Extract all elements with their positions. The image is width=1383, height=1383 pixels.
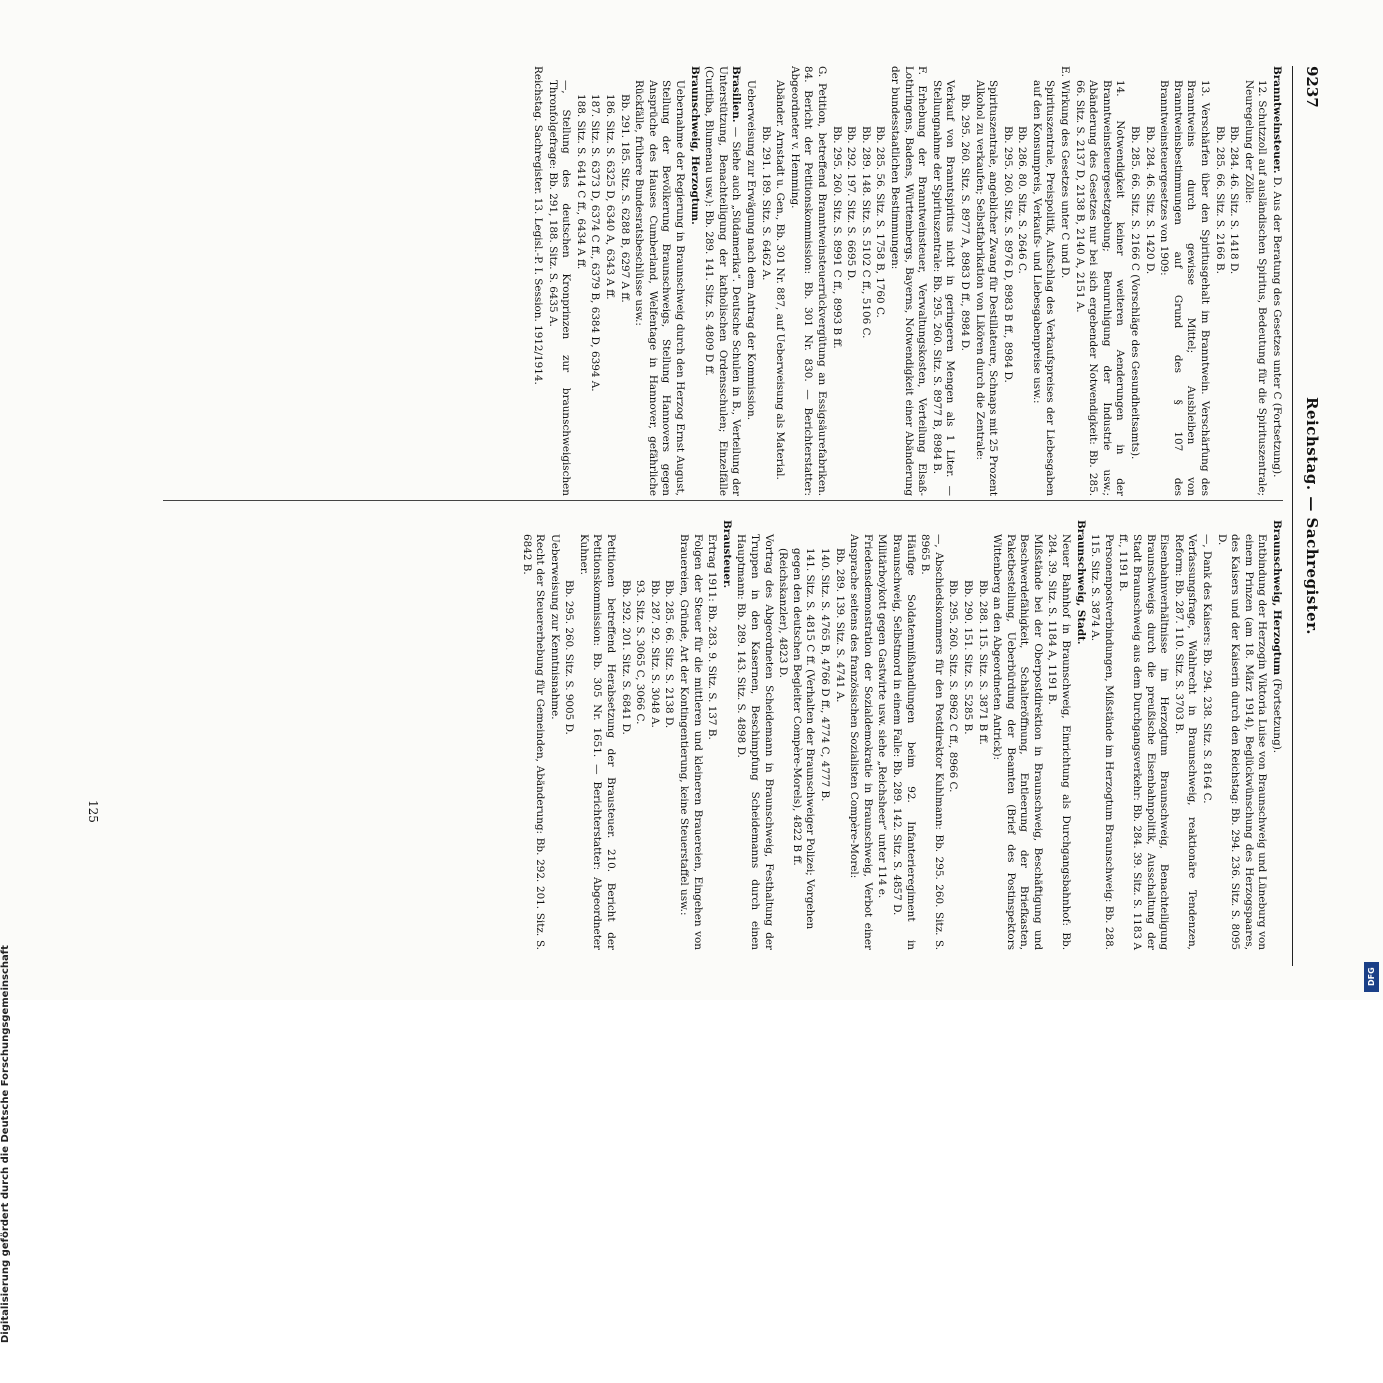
entry-text: 12. Schutzzoll auf ausländischen Spiritus, Bedeutung für die Spirituszentrale; Neuregelung der Zölle: [1242, 80, 1269, 496]
entry-text: —, Stellung des deutschen Kronprinzen zur braunschweigischen Thronfolgefrage: Bb. 291, 188. Sitz. S. 6435 A. [546, 80, 573, 496]
entry-text: —, Dank des Kaisers: Bb. 294. 238. Sitz. S. 8164 C. [1201, 534, 1214, 804]
entry-text: Häufige Soldatenmißhandlungen beim 92. Infanterieregiment in Braunschweig, Selbstmord in einem Falle: Bb. 289. 142. Sitz. S. 4857 D. [890, 534, 917, 950]
index-entry [957, 66, 971, 496]
index-entry [1212, 66, 1226, 496]
entry-text: Bb. 285. 56. Sitz. S. 1758 B, 1760 C. [874, 126, 887, 318]
entry-text: Bb. 285. 66. Sitz. S. 2166 C (Vorschläge des Gesundheitsamts). [1129, 126, 1142, 460]
entry-text: Bb. 285. 66. Sitz. S. 2166 B. [1213, 126, 1226, 274]
index-entry [1127, 66, 1141, 496]
entry-text: Friedensdemonstration der Sozialdemokratie in Braunschweig, Verbot einer Ansprache seitens des französischen Sozialisten Compère-Morel: [848, 534, 874, 950]
index-entry [662, 520, 676, 950]
index-entry [1214, 520, 1268, 950]
index-entry [519, 520, 546, 950]
index-entry [1116, 520, 1170, 950]
entry-text: Personenpostverbindungen, Mißstände im Herzogtum Braunschweig: Bb. 288. 115. Sitz. S. 3874 A. [1089, 534, 1115, 950]
index-entry [858, 66, 872, 496]
index-entry [1199, 520, 1213, 950]
entry-text: 141. Sitz. S. 4815 C ff. (Verhalten der Braunschweiger Polizei; Vorgehen gegen den deutschen Begleiter Compère-Morels), 4822 B ff. (Reichskanzler), 4823 D. [777, 548, 817, 930]
index-entry [990, 520, 1044, 950]
index-entry [817, 520, 831, 950]
entry-text: Eisenbahnverhältnisse im Herzogtum Braunschweig, Benachteiligung Braunschweigs durch die preußische Eisenbahnpolitik, Ausschaltung der Stadt Braunschweig aus dem Durchgangsverkehr: Bb. 284. 39. Sitz. S. 1183 A ff., 1191 B. [1117, 534, 1171, 950]
index-entry [1142, 66, 1156, 496]
index-entry [960, 520, 974, 950]
entry-text: Bb. 295. 260. Sitz. S. 8977 A, 8983 D ff., 8984 D. [958, 94, 971, 351]
entry-text: Spirituszentrale, angeblicher Zwang für Destillateure, Schnaps mit 25 Prozent Alkohol zu verkaufen; Selbstfabrikation von Likören durch die Zentrale: [973, 80, 1000, 496]
entry-text: F. Erhebung der Branntweinsteuer, Verwaltungskosten, Verteilung Elsaß-Lothringens, Badens, Württembergs, Bayerns, Notwendigkeit einer Abänderung der bundesstaatlichen Bestimmungen: [888, 66, 929, 496]
index-entry [705, 520, 719, 950]
entry-text: Abänder. Arnstadt u. Gen., Bb. 301 Nr. 887, auf Ueberweisung als Material. [774, 80, 787, 480]
entry-text: Bb. 284. 46. Sitz. S. 1418 D. [1228, 126, 1241, 275]
index-entry [576, 520, 617, 950]
index-entry [946, 520, 960, 950]
index-entry [1157, 66, 1211, 496]
entry-text: Bb. 286. 80. Sitz. S. 2646 C. [1016, 126, 1029, 274]
index-entry [1171, 520, 1198, 950]
index-entry [676, 520, 703, 950]
index-entry [1241, 66, 1268, 496]
index-entry [1058, 66, 1072, 496]
entry-keyword: Brasilien. [730, 66, 743, 123]
index-entry [562, 520, 576, 950]
right-text-column [133, 520, 1283, 950]
entry-text: 13. Verschärfen über den Spiritusgehalt im Branntwein. Verschärfung des Branntweins durch gewisse Mittel; Ausbleiben von Branntweinsbestimmungen auf Grund des § 107 des Branntweinsteuergesetzes von 1909: [1158, 80, 1212, 496]
entry-text: Ueberweisung zur Kenntnisnahme. [548, 534, 561, 720]
index-entry [975, 520, 989, 950]
entry-text: —, Abschiedskommers für den Postdirektor Kuhlmann: Bb. 295. 260. Sitz. S. 8965 B. [919, 534, 945, 950]
index-entry [633, 520, 647, 950]
entry-text: Bb. 290. 151. Sitz. S. 5285 B. [961, 580, 974, 735]
entry-text: 14. Notwendigkeit keiner weiteren Aenderungen in der Branntweinsteuergesetzgebung; Beunruhigung der Industrie usw.; Abänderung des Gesetzes nur bei sich ergebender Notwendigkeit: Bb. 285. 66. Sitz. S. 2137 D, 2138 B, 2140 A, 2151 A. [1073, 80, 1127, 496]
index-entry [588, 66, 602, 496]
entry-text: Bb. 292. 197. Sitz. S. 6695 D. [845, 126, 858, 281]
index-entry [618, 520, 632, 950]
entry-keyword: Braunschweig, Herzogtum [1271, 520, 1283, 676]
index-entry [972, 66, 999, 496]
entry-text: Bb. 289. 148. Sitz. S. 5102 C ff., 5106 C. [859, 126, 872, 339]
entry-text: Recht der Steuererhebung für Gemeinden, Abänderung: Bb. 292. 201. Sitz. S. 6842 B. [520, 534, 547, 950]
entry-text: Reichstag. Sachregister. 13. Legisl.-P. I. Session. 1912/1914. [532, 66, 545, 385]
index-entry [545, 66, 572, 496]
index-entry [1015, 66, 1029, 496]
entry-text: Mißstände bei der Oberpostdirektion in Braunschweig, Beschäftigung und Beschwerdefähigkeit, Schalteröffnung, Entleerung der Briefkasten, Paketbestellung, Ueberbürdung der Beamten (Brief des Postinspektors Wittenberg an den Abgeordneten Antrick): [991, 534, 1044, 950]
entry-text: — Siehe auch „Südamerika“. Deutsche Schulen in B., Verteilung der Unterstützung, Benachteiligung der katholischen Ordensschulen; Einzelfälle (Curitiba, Blumenau usw.): Bb. 289. 141. Sitz. S. 4809 D ff. [703, 66, 743, 496]
entry-text: Bb. 284. 46. Sitz. S. 1420 D. [1143, 126, 1156, 275]
entry-text: Petitionen betreffend Herabsetzung der Brausteuer. 210. Bericht der Petitionskommission: Bb. 305 Nr. 1651. — Berichterstatter: Abgeordneter Kuhner. [577, 534, 618, 950]
entry-text: Bb. 295. 260. Sitz. S. 9005 D. [563, 580, 576, 735]
index-entry [889, 520, 916, 950]
entry-text: Bb. 295. 260. Sitz. S. 8962 C ff., 8966 C. [947, 580, 960, 793]
entry-text: 140. Sitz. S. 4765 B, 4766 D ff., 4774 C, 4777 B. [819, 548, 831, 802]
entry-text: Verfassungsfrage, Wahlrecht in Braunschweig, reaktionäre Tendenzen, Reform: Bb. 287. 110. Sitz. S. 3703 B. [1172, 534, 1199, 950]
index-entry [547, 520, 561, 950]
index-entry [719, 520, 733, 950]
index-entry [875, 520, 889, 950]
entry-text: Bb. 287. 92. Sitz. S. 3048 A. [648, 580, 661, 728]
entry-text: Bb. 295. 260. Sitz. S. 8991 C ff., 8993 B ff. [830, 126, 843, 349]
entry-text: Bb. 289. 139. Sitz. S. 4741 A. [833, 548, 846, 703]
footer-page-number: 125 [86, 800, 100, 823]
entry-text: Bb. 285. 66. Sitz. S. 2138 D. [663, 580, 676, 729]
entry-keyword: Braunschweig, Herzogtum. [688, 66, 701, 225]
entry-text: E. Wirkung des Gesetzes unter C und D. [1059, 66, 1072, 279]
index-entry [873, 66, 887, 496]
entry-text: 188. Sitz. S. 6414 C ff., 6434 A ff. [574, 94, 587, 270]
index-entry [847, 520, 874, 950]
index-entry [702, 66, 743, 496]
entry-text: Bb. 288. 115. Sitz. S. 3871 B ff. [976, 580, 989, 745]
entry-text: Entbindung der Herzogin Viktoria Luise von Braunschweig und Lüneburg von einem Prinzen (am 18. März 1914), Beglückwünschung des Herzogspaares, des Kaisers und der Kaiserin durch den Reichstag: Bb. 294. 236. Sitz. S. 8095 D. [1215, 534, 1269, 950]
index-entry [647, 520, 661, 950]
digitization-note: Digitalisierung gefördert durch die Deutsche Forschungsgemeinschaft [0, 945, 11, 1343]
entry-text: (Fortsetzung). [1271, 675, 1283, 754]
entry-text: G. Petition, betreffend Branntweinsteuerrückvergütung an Essigsäurefabriken. 84. Bericht der Petitionskommission: Bb. 301 Nr. 830. — Berichterstatter: Abgeordneter v. Hemming. [788, 66, 828, 496]
entry-text: Folgen der Steuer für die mittleren und kleineren Brauereien, Eingehen von Brauereien, Gründe, Art der Kontingentierung, keine Steuerstaffel usw.: [678, 534, 704, 950]
index-entry [531, 66, 545, 496]
index-entry [734, 520, 775, 950]
column-divider [163, 500, 1283, 501]
header-title: Reichstag. — Sachregister. [1303, 397, 1321, 635]
entry-text: Verkauf von Branntspiritus nicht in geringeren Mengen als 1 Liter. — Stellungnahme der Spirituszentrale: Bb. 295. 260. Sitz. S. 8977 B, 8984 B. [930, 80, 957, 496]
index-entry [617, 66, 631, 496]
index-entry [1269, 520, 1283, 950]
index-entry [776, 520, 817, 950]
entry-text: Neuer Bahnhof in Braunschweig, Einrichtung als Durchgangsbahnhof: Bb. 284. 39. Sitz. S. 1184 A, 1191 B. [1046, 534, 1073, 950]
entry-text: Ueberweisung zur Erwägung nach dem Antrag der Kommission. [745, 80, 758, 420]
index-entry [1000, 66, 1014, 496]
index-entry [743, 66, 757, 496]
index-entry [887, 66, 928, 496]
entry-text: D. Aus der Beratung des Gesetzes unter C (Fortsetzung). [1271, 173, 1283, 478]
entry-text: 93. Sitz. S. 3065 C, 3066 C. [634, 580, 647, 725]
entry-text: 187. Sitz. S. 6373 D, 6374 C ff., 6379 B, 6384 D, 6394 A. [589, 94, 602, 392]
index-entry [1088, 520, 1115, 950]
entry-text: Bb. 291. 189. Sitz. S. 6462 A. [759, 126, 772, 281]
dfg-logo-icon: DFG [1364, 962, 1379, 992]
index-entry [829, 66, 843, 496]
left-text-column [133, 66, 1283, 496]
index-entry [787, 66, 828, 496]
index-entry [844, 66, 858, 496]
entry-keyword: Braunschweig, Stadt. [1074, 520, 1087, 645]
index-entry [1029, 66, 1056, 496]
index-entry [832, 520, 846, 950]
index-entry [603, 66, 617, 496]
index-entry [758, 66, 772, 496]
index-entry [1073, 520, 1087, 950]
index-entry [573, 66, 587, 496]
entry-text: Vortrag des Abgeordneten Scheidemann in Braunschweig, Festhaltung der Truppen in den Kasernen, Beschimpfung Scheidemanns durch einen Hauptmann: Bb. 289. 143. Sitz. S. 4898 D. [735, 534, 775, 950]
index-entry [1227, 66, 1241, 496]
header-rule [1292, 66, 1293, 966]
index-entry [1072, 66, 1126, 496]
entry-text: Uebernahme der Regierung in Braunschweig durch den Herzog Ernst August, Stellung der Bevölkerung Braunschweigs, Stellung Hannovers gegen Ansprüche des Hauses Cumberland, Welfentage in Hannover, gefährliche Rückfälle, frühere Bundesratsbeschlüsse usw.: [633, 80, 687, 496]
page-header [1297, 66, 1325, 966]
entry-text: 186. Sitz. S. 6325 D, 6340 A, 6343 A ff. [604, 94, 617, 300]
index-entry [1269, 66, 1283, 496]
entry-text: Ertrag 1911: Bb. 283. 9. Sitz. S. 137 B. [706, 534, 719, 740]
index-entry [773, 66, 787, 496]
index-entry [632, 66, 686, 496]
entry-text: Militärboykott gegen Gastwirte usw. siehe „Reichsheer“ unter 114 e. [876, 534, 889, 899]
entry-text: Spirituszentrale, Preispolitik, Aufschlag des Verkaufspreises der Liebesgaben auf den Konsumpreis, Verkaufs- und Liebesgabenpreise usw.: [1030, 80, 1057, 496]
index-entry [918, 520, 945, 950]
header-page-number: 9237 [1303, 66, 1321, 108]
entry-keyword: Branntweinsteuer. [1271, 66, 1283, 174]
entry-text: Bb. 291. 185. Sitz. S. 6288 B, 6297 A ff. [618, 94, 631, 303]
index-entry [1045, 520, 1072, 950]
entry-keyword: Brausteuer. [720, 520, 733, 589]
entry-text: Bb. 292. 201. Sitz. S. 6841 D. [619, 580, 632, 735]
index-entry [929, 66, 956, 496]
index-entry [687, 66, 701, 496]
entry-text: Bb. 295. 260. Sitz. S. 8976 D, 8983 B ff., 8984 D. [1001, 126, 1014, 383]
